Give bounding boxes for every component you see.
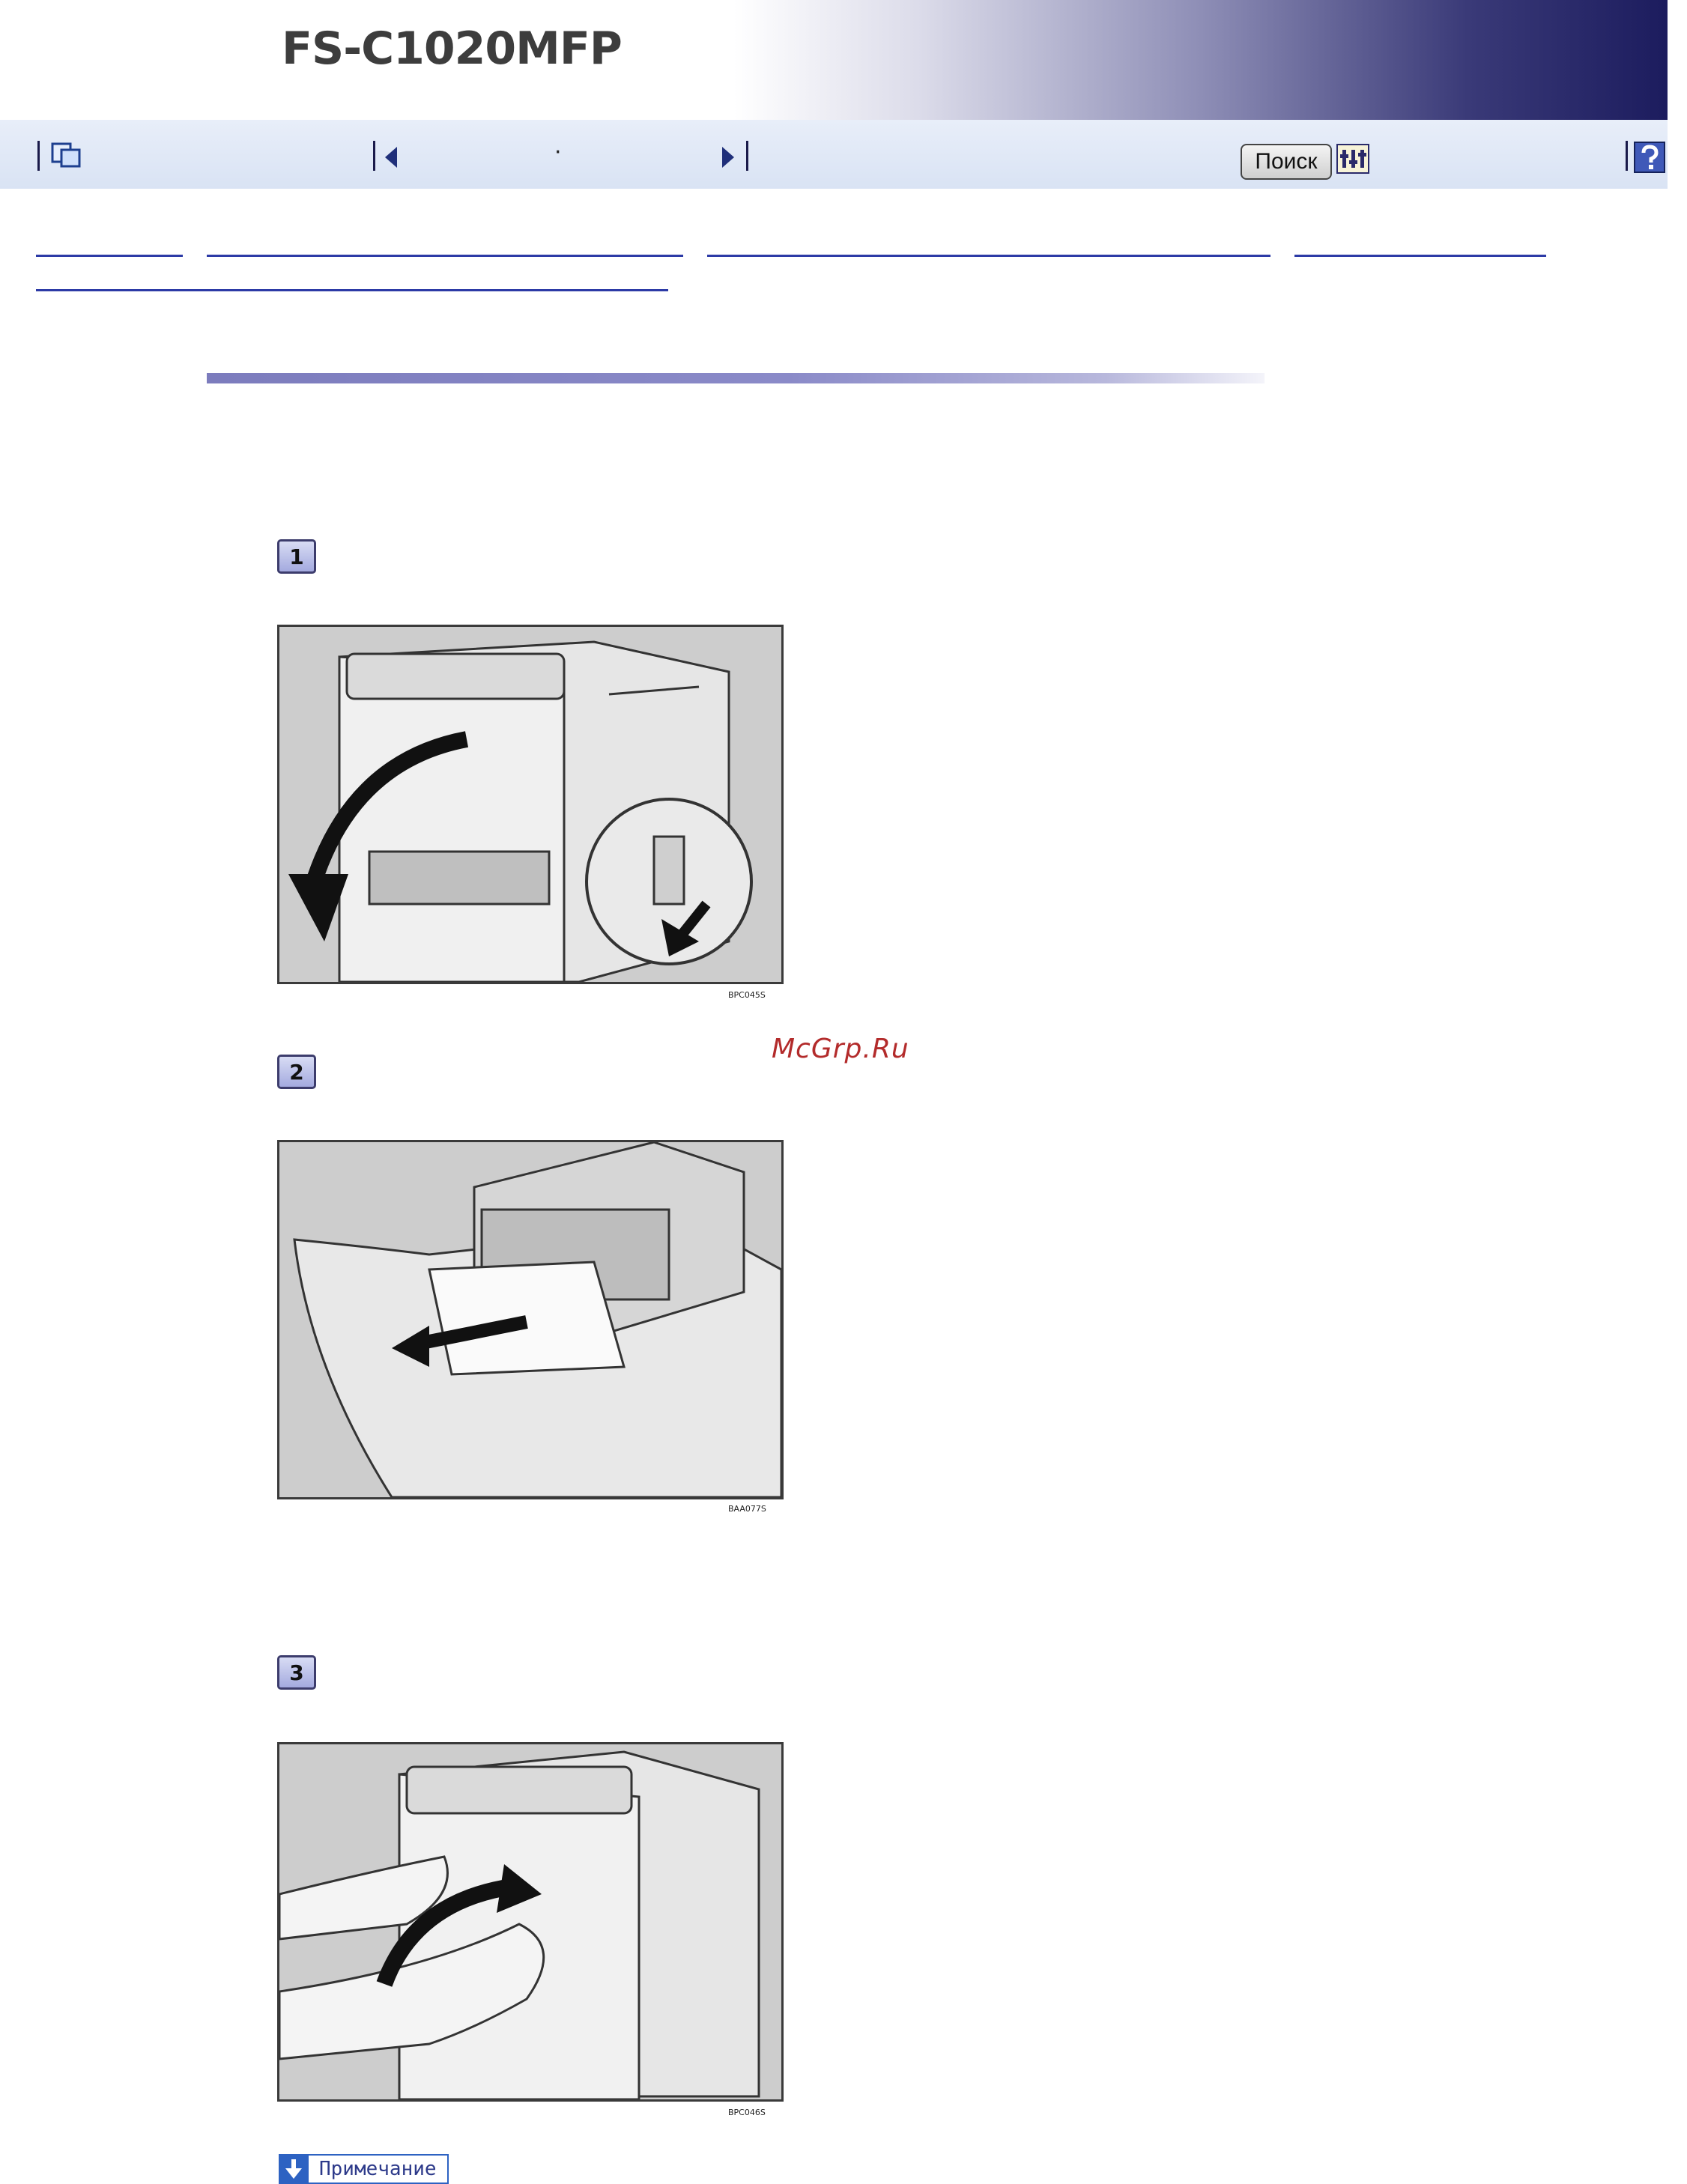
note-label: Примечание [309,2154,449,2184]
next-page-icon[interactable] [718,142,739,175]
arrow-down-icon [279,2154,309,2184]
figure-code: BPC045S [728,990,766,1000]
header-banner [0,0,1668,120]
section-divider [207,373,1265,383]
note-link[interactable] [279,2154,449,2184]
toolbar-separator [1626,141,1628,171]
breadcrumb-link[interactable] [36,289,668,291]
page-separator-dot: · [554,139,562,166]
breadcrumb-link[interactable] [1294,255,1546,257]
illustration-open-front-cover [277,625,784,984]
product-title: FS-C1020MFP [282,22,622,75]
contents-icon[interactable] [51,142,84,172]
help-icon[interactable] [1633,141,1666,177]
search-button-label: Поиск [1255,149,1318,174]
search-options-icon[interactable] [1336,144,1369,177]
step-badge: 1 [277,539,316,574]
toolbar-separator [37,141,40,171]
watermark: McGrp.Ru [772,1034,909,1064]
toolbar-separator [373,141,375,171]
breadcrumb-link[interactable] [207,255,683,257]
step-badge: 2 [277,1055,316,1089]
breadcrumb-link[interactable] [707,255,1270,257]
breadcrumb-link[interactable] [36,255,183,257]
illustration-remove-paper [277,1140,784,1499]
figure-code: BPC046S [728,2108,766,2117]
step-badge: 3 [277,1655,316,1690]
toolbar-separator [746,141,748,171]
previous-page-icon[interactable] [381,142,402,175]
illustration-close-front-cover [277,1742,784,2102]
search-button[interactable] [1241,144,1332,180]
toolbar [0,120,1668,189]
figure-code: BAA077S [728,1504,766,1514]
